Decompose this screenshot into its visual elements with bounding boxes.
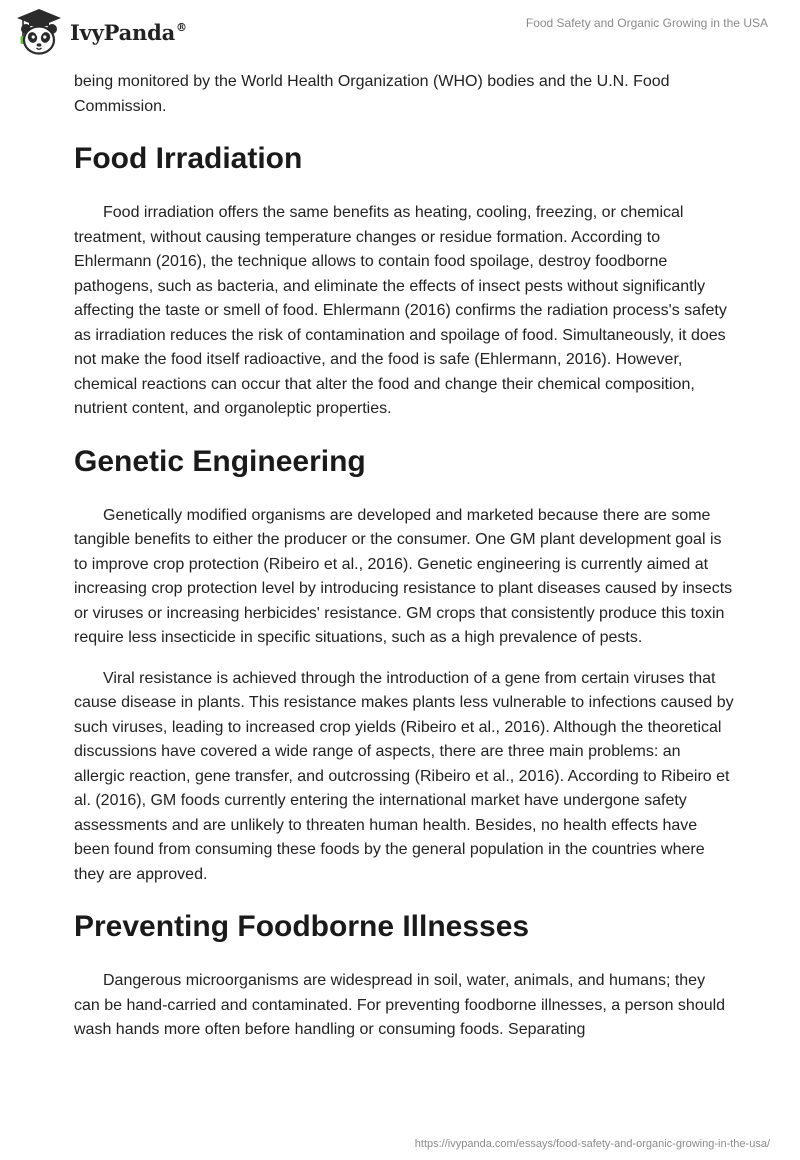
ivypanda-logo[interactable] [14,6,187,58]
panda-graduate-icon [14,6,64,58]
intro-paragraph: being monitored by the World Health Organization (WHO) bodies and the U.N. Food Commission. [74,73,670,115]
paragraph-food-irradiation: Food irradiation offers the same benefits as heating, cooling, freezing, or chemical treatment, without causing temperature changes or residue formation. According to Ehlermann (2016), the technique allows to contain food spoilage, destroy foodborne pathogens, such as bacteria, and eliminate the effects of insect pests without significantly affecting the taste or smell of food. Ehlermann (2016) confirms the radiation process's safety as irradiation reduces the risk of contamination and spoilage of food. Simultaneously, it does not make the food itself radioactive, and the food is safe (Ehlermann, 2016). However, chemical reactions can occur that alter the food and change their chemical composition, nutrient content, and organoleptic properties. [74,204,727,417]
paragraph-preventing-foodborne-illnesses: Dangerous microorganisms are widespread in soil, water, animals, and humans; they can be hand-carried and contaminated. For preventing foodborne illnesses, a person should wash hands more often before handling or consuming foods. Separating [74,972,726,1038]
document-title: Food Safety and Organic Growing in the USA [525,16,768,30]
heading-genetic-engineering: Genetic Engineering [74,444,366,478]
paragraph-genetic-engineering-2: Viral resistance is achieved through the introduction of a gene from certain viruses that cause disease in plants. This resistance makes plants less vulnerable to infections caused by such viruses, leading to increased crop yields (Ribeiro et al., 2016). Although the theoretical discussions have covered a wide range of aspects, there are three main problems: an allergic reaction, gene transfer, and outcrossing (Ribeiro et al., 2016). According to Ribeiro et al. (2016), GM foods currently entering the international market have undergone safety assessments and are unlikely to threaten human health. Besides, no health effects have been found from consuming these foods by the general population in the countries where they are approved. [74,669,734,883]
logo-wordmark: IvyPanda® [70,19,187,45]
heading-food-irradiation: Food Irradiation [74,142,303,175]
source-url-link[interactable]: https://ivypanda.com/essays/food-safety-and-organic-growing-in-the-usa/ [414,1138,770,1150]
registered-mark: ® [176,20,187,34]
essay-content [74,70,734,1043]
heading-preventing-foodborne-illnesses: Preventing Foodborne Illnesses [74,910,530,943]
page-header [0,0,800,64]
paragraph-genetic-engineering-1: Genetically modified organisms are developed and marketed because there are some tangible benefits to either the producer or the consumer. One GM plant development goal is to improve crop protection (Ribeiro et al., 2016). Genetic engineering is currently aimed at increasing crop protection level by introducing resistance to plant diseases caused by insects or viruses or increasing herbicides' resistance. GM crops that consistently produce this toxin require less insecticide in specific situations, such as a high prevalence of pests. [74,506,733,646]
